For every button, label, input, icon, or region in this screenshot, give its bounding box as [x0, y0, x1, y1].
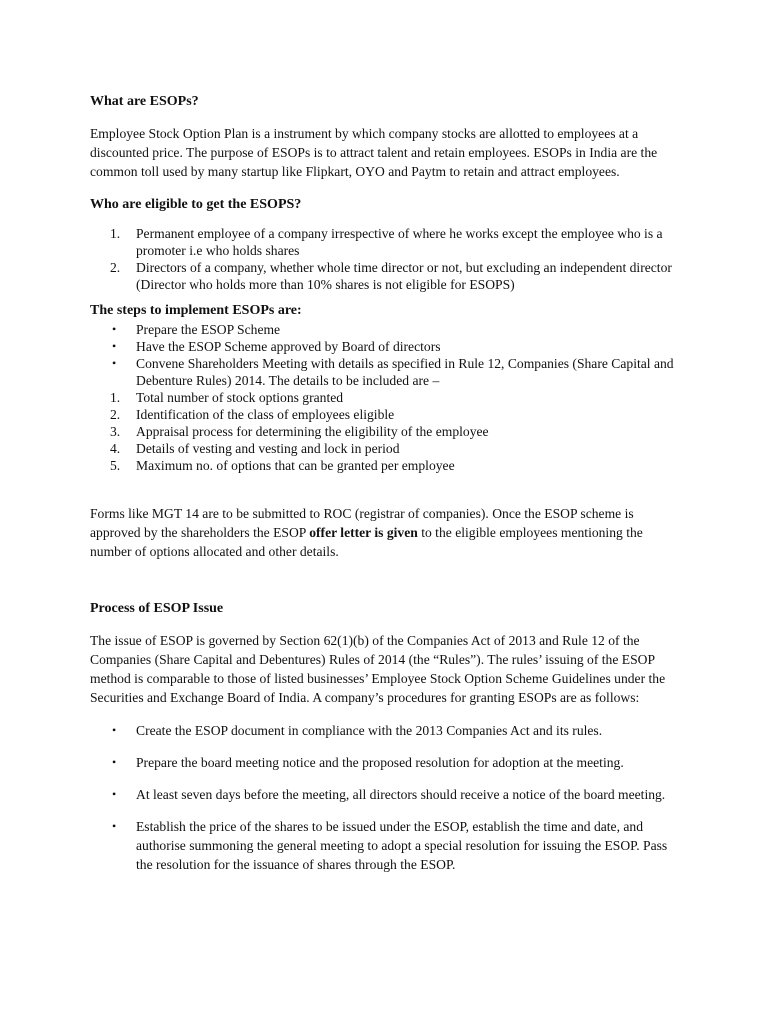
process-bullet-list [90, 721, 680, 874]
steps-details-list [90, 389, 680, 474]
list-item-text: Have the ESOP Scheme approved by Board of directors [136, 339, 441, 354]
list-item [90, 721, 680, 740]
list-item-text: Create the ESOP document in compliance with the 2013 Companies Act and its rules. [136, 723, 603, 738]
list-item [90, 785, 680, 804]
list-item-text: At least seven days before the meeting, all directors should receive a notice of the board meeting. [136, 787, 666, 802]
list-item-text: Permanent employee of a company irrespective of where he works except the employee who is a promoter i.e who holds shares [136, 226, 663, 258]
list-item-text: Establish the price of the shares to be issued under the ESOP, establish the time and date, and authorise summoning the general meeting to adopt a special resolution for issuing the ESOP. Pass the resolution for the issuance of shares through the ESOP. [136, 819, 668, 872]
list-item-text: Prepare the ESOP Scheme [136, 322, 281, 337]
list-number: 5. [110, 458, 121, 473]
list-item [90, 440, 680, 457]
list-item [90, 259, 680, 293]
list-number: 2. [110, 407, 121, 422]
steps-bullet-list [90, 321, 680, 389]
paragraph-esop-governance: The issue of ESOP is governed by Section 62(1)(b) of the Companies Act of 2013 and Rule 12 of the Companies (Share Capital and Debentures) Rules of 2014 (the “Rules”). The rules’ issuing of the ESOP method is comparable to those of listed businesses’ Employee Stock Option Scheme Guidelines under the Securities and Exchange Board of India. A company’s procedures for granting ESOPs are as follows: [90, 633, 666, 705]
paragraph-forms-submission [90, 504, 680, 561]
list-item [90, 753, 680, 772]
bullet-icon: • [112, 787, 117, 801]
forms-text-part1: Forms like MGT 14 are to be submitted to ROC (registrar of companies). Once the ESOP scheme is approved by the shareholders the ESOP [90, 506, 634, 540]
bullet-icon: • [112, 322, 117, 336]
list-item-text: Details of vesting and vesting and lock in period [136, 441, 400, 456]
heading-what-are-esops: What are ESOPs? [90, 94, 199, 109]
list-item-text: Directors of a company, whether whole time director or not, but excluding an independent director (Director who holds more than 10% shares is not eligible for ESOPS) [136, 260, 672, 292]
list-number: 1. [110, 226, 121, 241]
heading-eligibility: Who are eligible to get the ESOPS? [90, 197, 302, 212]
list-item [90, 225, 680, 259]
list-item [90, 389, 680, 406]
document-body [90, 92, 680, 887]
list-item [90, 321, 680, 338]
heading-process-of-esop-issue: Process of ESOP Issue [90, 601, 224, 616]
list-number: 4. [110, 441, 121, 456]
paragraph-esop-definition: Employee Stock Option Plan is a instrument by which company stocks are allotted to employees at a discounted price. The purpose of ESOPs is to attract talent and retain employees. ESOPs in India are the common toll used by many startup like Flipkart, OYO and Paytm to retain and attract employees. [90, 126, 658, 179]
list-item-text: Convene Shareholders Meeting with details as specified in Rule 12, Companies (Share Capital and Debenture Rules) 2014. The details to be included are – [136, 356, 674, 388]
list-item [90, 338, 680, 355]
forms-text-part2: to the eligible employees mentioning the number of options allocated and other details. [90, 525, 643, 559]
forms-text-bold: offer letter is given [309, 525, 418, 540]
list-number: 2. [110, 260, 121, 275]
list-item [90, 406, 680, 423]
heading-implementation-steps: The steps to implement ESOPs are: [90, 303, 302, 318]
bullet-icon: • [112, 819, 117, 833]
list-number: 1. [110, 390, 121, 405]
list-item [90, 355, 680, 389]
eligibility-list [90, 225, 680, 293]
list-item-text: Maximum no. of options that can be granted per employee [136, 458, 455, 473]
bullet-icon: • [112, 755, 117, 769]
list-number: 3. [110, 424, 121, 439]
list-item [90, 817, 680, 874]
list-item [90, 423, 680, 440]
bullet-icon: • [112, 339, 117, 353]
bullet-icon: • [112, 356, 117, 370]
list-item-text: Identification of the class of employees eligible [136, 407, 395, 422]
list-item-text: Appraisal process for determining the eligibility of the employee [136, 424, 489, 439]
list-item-text: Prepare the board meeting notice and the proposed resolution for adoption at the meeting. [136, 755, 624, 770]
list-item-text: Total number of stock options granted [136, 390, 344, 405]
list-item [90, 457, 680, 474]
bullet-icon: • [112, 723, 117, 737]
